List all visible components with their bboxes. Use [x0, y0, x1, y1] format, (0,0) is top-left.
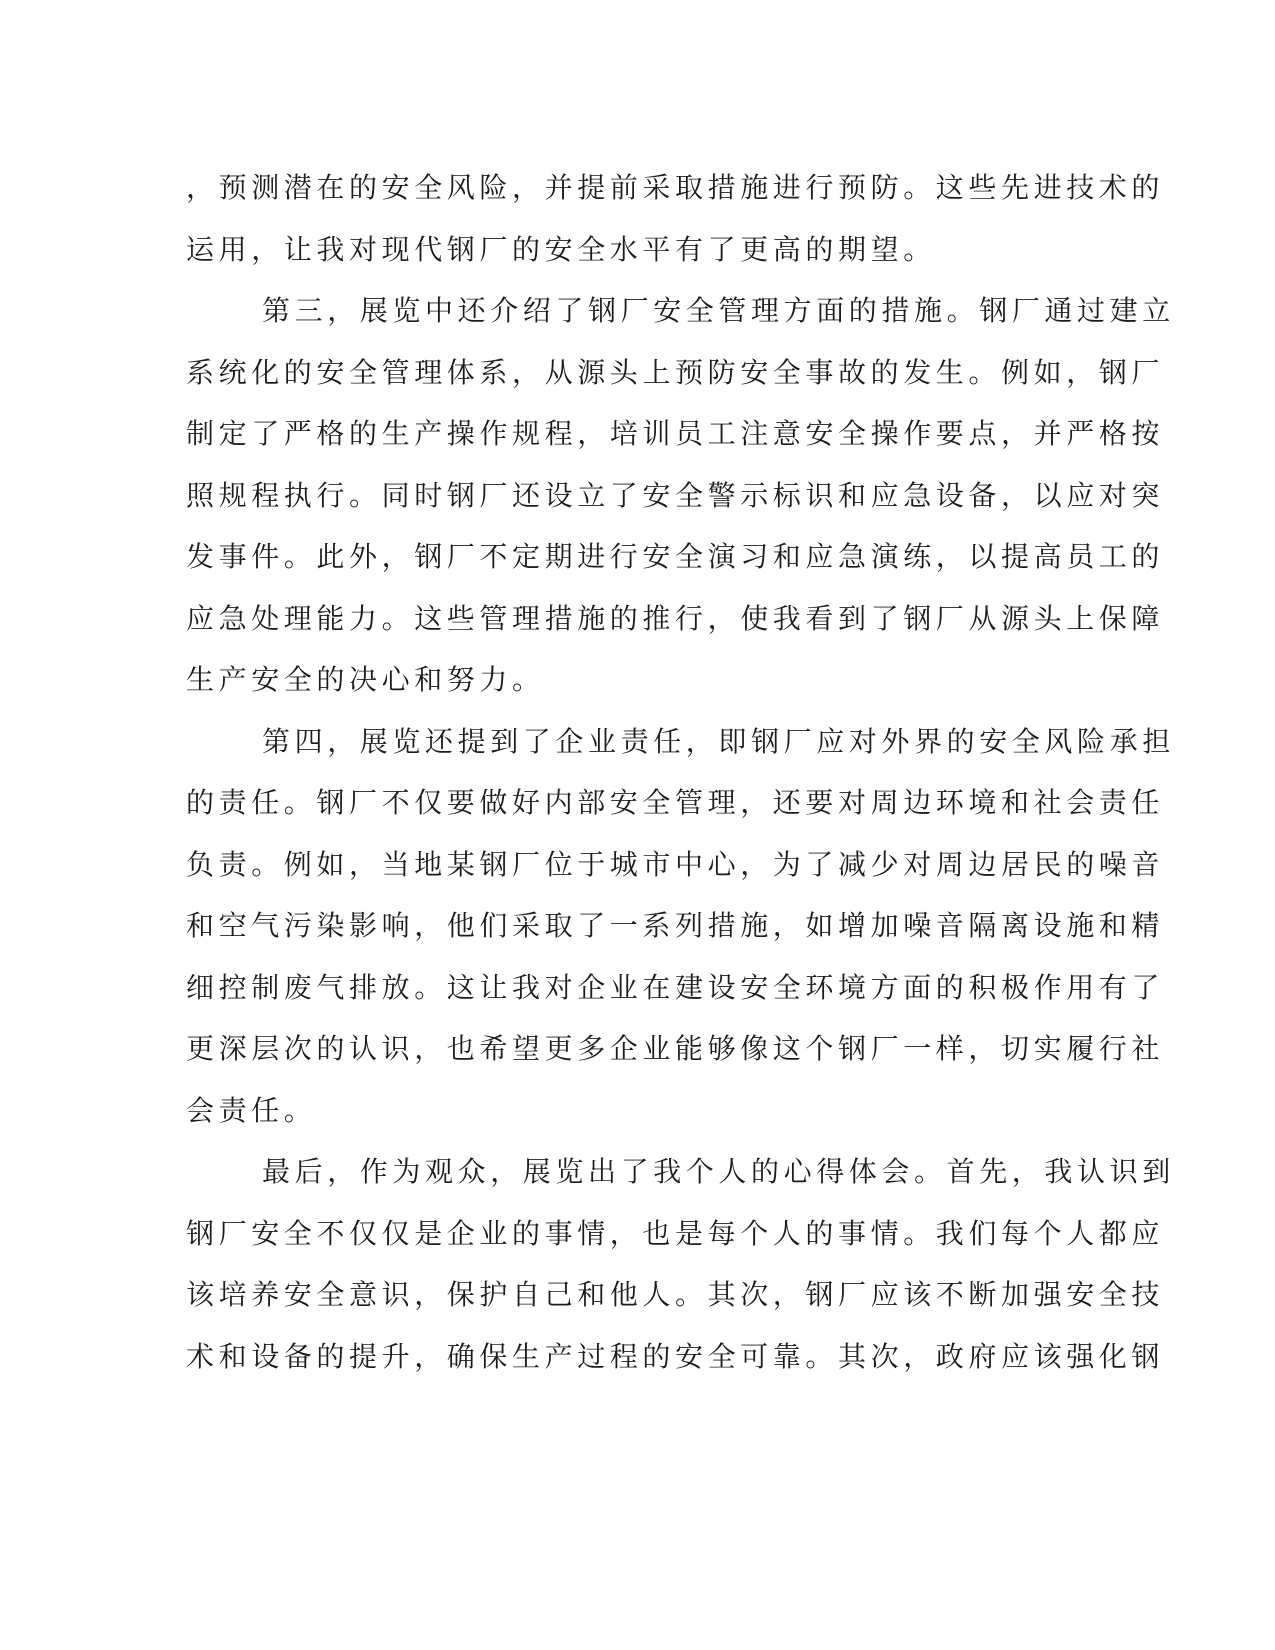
text-line: 制定了严格的生产操作规程，培训员工注意安全操作要点，并严格按 — [186, 417, 1165, 450]
paragraph-start-line: 最后，作为观众，展览出了我个人的心得体会。首先，我认识到 — [262, 1155, 1175, 1188]
text-line: 应急处理能力。这些管理措施的推行，使我看到了钢厂从源头上保障 — [186, 601, 1165, 635]
text-line: 会责任。 — [186, 1093, 317, 1127]
paragraph-start-line: 第四，展览还提到了企业责任，即钢厂应对外界的安全风险承担 — [262, 724, 1175, 758]
text-line: 钢厂安全不仅仅是企业的事情，也是每个人的事情。我们每个人都应 — [186, 1216, 1165, 1250]
paragraph-start-line: 第三，展览中还介绍了钢厂安全管理方面的措施。钢厂通过建立 — [262, 294, 1175, 327]
text-line: 术和设备的提升，确保生产过程的安全可靠。其次，政府应该强化钢 — [186, 1339, 1165, 1373]
text-line: 该培养安全意识，保护自己和他人。其次，钢厂应该不断加强安全技 — [186, 1278, 1165, 1311]
text-line: 发事件。此外，钢厂不定期进行安全演习和应急演练，以提高员工的 — [186, 540, 1165, 573]
text-line: ，预测潜在的安全风险，并提前采取措施进行预防。这些先进技术的 — [186, 171, 1165, 204]
text-line: 负责。例如，当地某钢厂位于城市中心，为了减少对周边居民的噪音 — [186, 847, 1165, 881]
text-line: 细控制废气排放。这让我对企业在建设安全环境方面的积极作用有了 — [186, 970, 1165, 1004]
text-line: 系统化的安全管理体系，从源头上预防安全事故的发生。例如，钢厂 — [186, 355, 1165, 389]
text-line: 照规程执行。同时钢厂还设立了安全警示标识和应急设备，以应对突 — [186, 478, 1165, 512]
text-line: 的责任。钢厂不仅要做好内部安全管理，还要对周边环境和社会责任 — [186, 786, 1165, 819]
text-line: 运用，让我对现代钢厂的安全水平有了更高的期望。 — [186, 232, 936, 266]
text-line: 和空气污染影响，他们采取了一系列措施，如增加噪音隔离设施和精 — [186, 909, 1165, 942]
text-line: 生产安全的决心和努力。 — [186, 663, 545, 696]
document-body — [186, 157, 1175, 1387]
text-line: 更深层次的认识，也希望更多企业能够像这个钢厂一样，切实履行社 — [186, 1032, 1165, 1065]
